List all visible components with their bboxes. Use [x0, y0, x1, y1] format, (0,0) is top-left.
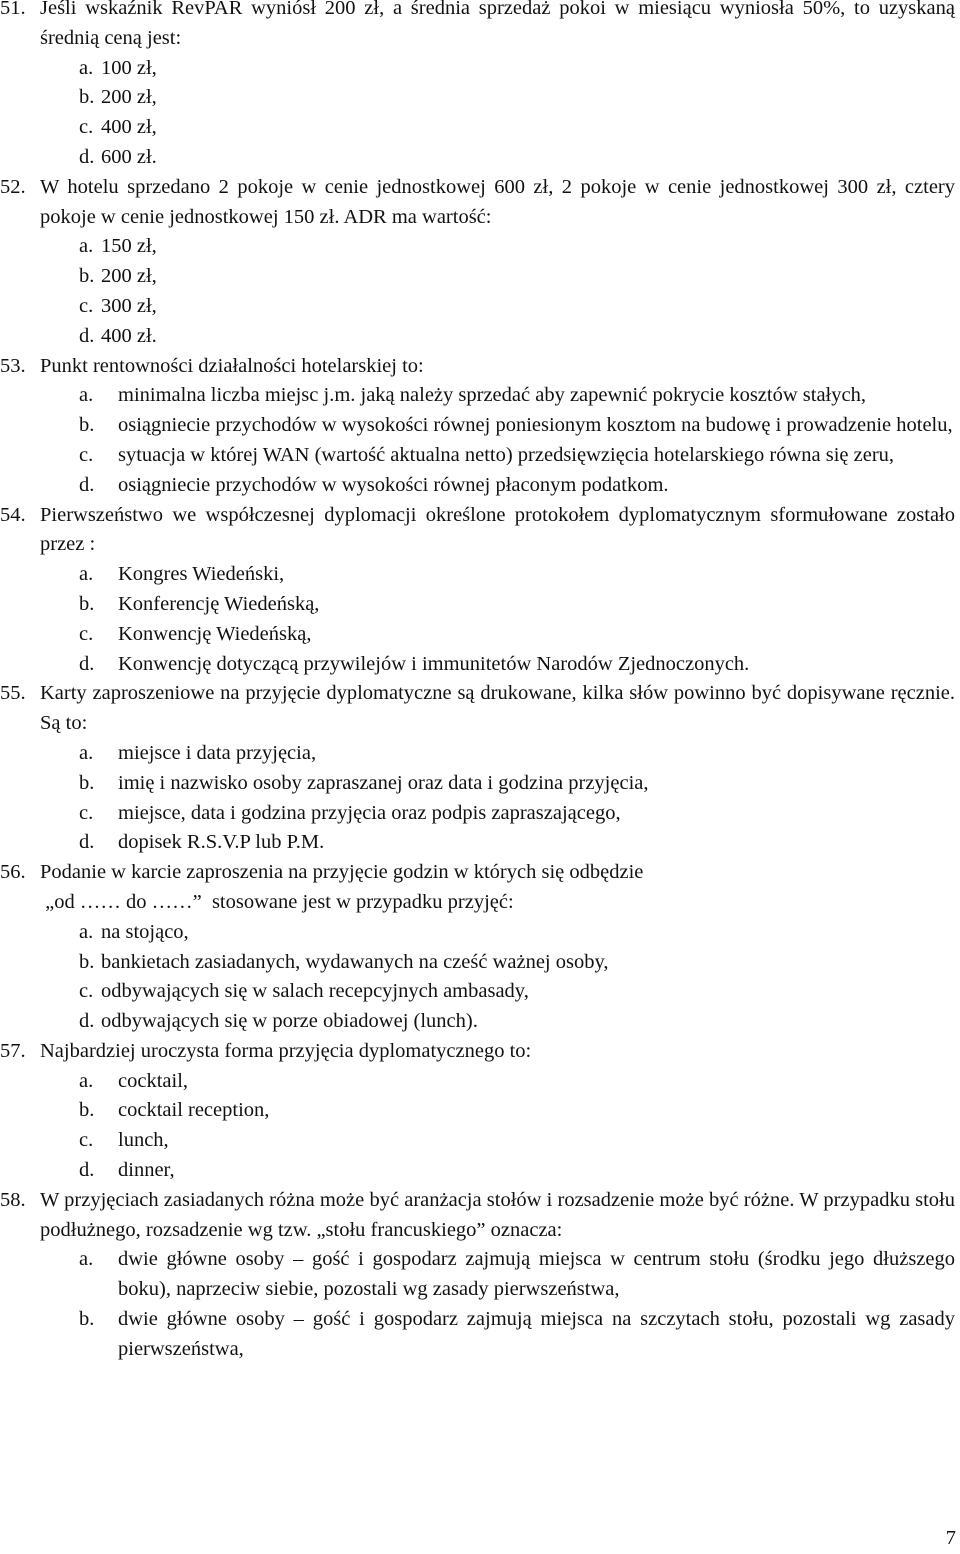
question-number: 56.	[0, 861, 26, 884]
option-letter: c.	[79, 116, 94, 139]
option-text: cocktail reception,	[118, 1099, 270, 1122]
question-number: 52.	[0, 175, 26, 198]
option-letter: b.	[79, 1308, 95, 1331]
question-number: 55.	[0, 682, 26, 705]
option-text: sytuacja w której WAN (wartość aktualna netto) przedsięwzięcia hotelarskiego równa się zeru,	[118, 443, 895, 466]
option-text: 600 zł.	[101, 145, 157, 168]
option-letter: d.	[79, 1010, 95, 1033]
option-letter: c.	[79, 980, 94, 1003]
question-text: Najbardziej uroczysta forma przyjęcia dyplomatycznego to:	[40, 1039, 532, 1062]
option-text: imię i nazwisko osoby zapraszanej oraz data i godzina przyjęcia,	[118, 771, 649, 794]
option-text: 300 zł,	[101, 294, 157, 317]
option-text: 150 zł,	[101, 235, 157, 258]
option-letter: d.	[79, 831, 95, 854]
option-letter: d.	[79, 1159, 95, 1182]
answer-option	[0, 560, 955, 590]
option-letter: c.	[79, 801, 94, 824]
question-text: Jeśli wskaźnik RevPAR wyniósł 200 zł, a średnia sprzedaż pokoi w miesiącu wyniosła 50%, to uzyskaną średnią ceną jest:	[40, 0, 955, 49]
page-number: 7	[945, 1527, 956, 1549]
answer-option	[0, 948, 955, 978]
option-text: 200 zł,	[101, 265, 157, 288]
answer-option	[0, 1245, 955, 1305]
answer-option	[0, 769, 955, 799]
option-text: dwie główne osoby – gość i gospodarz zajmują miejsca na szczytach stołu, pozostali wg zasady pierwszeństwa,	[118, 1308, 955, 1360]
question-number: 51.	[0, 0, 26, 19]
question-text: Karty zaproszeniowe na przyjęcie dyplomatyczne są drukowane, kilka słów powinno być dopisywane ręcznie. Są to:	[40, 682, 955, 735]
option-text: Konwencję dotyczącą przywilejów i immunitetów Narodów Zjednoczonych.	[118, 652, 750, 675]
option-letter: a.	[79, 56, 94, 79]
option-letter: a.	[79, 235, 94, 258]
question-text: Pierwszeństwo we współczesnej dyplomacji określone protokołem dyplomatycznym sformułowane zostało przez :	[40, 503, 955, 556]
option-letter: c.	[79, 1129, 94, 1152]
answer-option	[0, 977, 955, 1007]
option-letter: d.	[79, 473, 95, 496]
option-text: lunch,	[118, 1129, 169, 1152]
option-letter: a.	[79, 563, 94, 586]
answer-option	[0, 322, 955, 352]
option-text: dinner,	[118, 1159, 175, 1182]
answer-option	[0, 1126, 955, 1156]
answer-option	[0, 1156, 955, 1186]
answer-option	[0, 1067, 955, 1097]
answer-option	[0, 650, 955, 680]
option-text: dwie główne osoby – gość i gospodarz zajmują miejsca w centrum stołu (środku jego dłuższego boku), naprzeciw siebie, pozostali wg zasady pierwszeństwa,	[118, 1248, 955, 1301]
option-letter: b.	[79, 771, 95, 794]
option-letter: d.	[79, 652, 95, 675]
answer-option	[0, 590, 955, 620]
question-text: Podanie w karcie zaproszenia na przyjęcie godzin w których się odbędzie	[40, 861, 644, 884]
option-text: 400 zł,	[101, 116, 157, 139]
question-text: Punkt rentowności działalności hotelarskiej to:	[40, 354, 424, 377]
option-text: 200 zł,	[101, 86, 157, 109]
question-53	[0, 352, 955, 382]
option-letter: b.	[79, 1099, 95, 1122]
option-letter: a.	[79, 384, 94, 407]
question-number: 57.	[0, 1039, 26, 1062]
option-text: osiągniecie przychodów w wysokości równej płaconym podatkom.	[118, 473, 669, 496]
answer-option	[0, 54, 955, 84]
answer-option	[0, 381, 955, 411]
question-text: W hotelu sprzedano 2 pokoje w cenie jednostkowej 600 zł, 2 pokoje w cenie jednostkowej 300 zł, cztery pokoje w cenie jednostkowej 150 zł. ADR ma wartość:	[40, 175, 955, 228]
option-letter: b.	[79, 950, 95, 973]
question-55	[0, 679, 955, 739]
answer-option	[0, 1096, 955, 1126]
option-letter: a.	[79, 1069, 94, 1092]
option-letter: b.	[79, 592, 95, 615]
option-text: osiągniecie przychodów w wysokości równej poniesionym kosztom na budowę i prowadzenie hotelu,	[118, 414, 953, 437]
answer-option	[0, 232, 955, 262]
answer-option	[0, 1007, 955, 1037]
option-letter: b.	[79, 414, 95, 437]
question-51	[0, 0, 955, 54]
answer-option	[0, 411, 955, 441]
option-text: 100 zł,	[101, 56, 157, 79]
question-54	[0, 501, 955, 561]
option-text: minimalna liczba miejsc j.m. jaką należy sprzedać aby zapewnić pokrycie kosztów stałych,	[118, 384, 866, 407]
question-52	[0, 173, 955, 233]
question-number: 58.	[0, 1188, 26, 1211]
answer-option	[0, 441, 955, 471]
answer-option	[0, 471, 955, 501]
option-text: na stojąco,	[101, 920, 189, 943]
answer-option	[0, 799, 955, 829]
question-58	[0, 1186, 955, 1246]
question-57	[0, 1037, 955, 1067]
option-text: odbywających się w salach recepcyjnych ambasady,	[101, 980, 529, 1003]
option-letter: c.	[79, 622, 94, 645]
option-text: miejsce i data przyjęcia,	[118, 741, 317, 764]
option-text: miejsce, data i godzina przyjęcia oraz podpis zapraszającego,	[118, 801, 621, 824]
question-56-continuation	[0, 888, 955, 918]
option-letter: a.	[79, 741, 94, 764]
answer-option	[0, 83, 955, 113]
answer-option	[0, 292, 955, 322]
answer-option	[0, 828, 955, 858]
option-letter: c.	[79, 294, 94, 317]
question-text: „od …… do ……” stosowane jest w przypadku przyjęć:	[40, 890, 514, 913]
option-letter: b.	[79, 265, 95, 288]
question-number: 54.	[0, 503, 26, 526]
question-text: W przyjęciach zasiadanych różna może być aranżacja stołów i rozsadzenie może być różne. W przypadku stołu podłużnego, rozsadzenie wg tzw. „stołu francuskiego” oznacza:	[40, 1188, 955, 1241]
answer-option	[0, 113, 955, 143]
answer-option	[0, 739, 955, 769]
option-text: Konwencję Wiedeńską,	[118, 622, 312, 645]
option-letter: d.	[79, 324, 95, 347]
option-letter: a.	[79, 1248, 94, 1271]
question-56	[0, 858, 955, 888]
option-text: dopisek R.S.V.P lub P.M.	[118, 831, 325, 854]
option-text: odbywających się w porze obiadowej (lunch).	[101, 1010, 478, 1033]
option-text: Konferencję Wiedeńską,	[118, 592, 320, 615]
answer-option	[0, 262, 955, 292]
option-letter: b.	[79, 86, 95, 109]
answer-option	[0, 143, 955, 173]
answer-option	[0, 1305, 955, 1365]
answer-option	[0, 918, 955, 948]
answer-option	[0, 620, 955, 650]
option-text: 400 zł.	[101, 324, 157, 347]
option-text: Kongres Wiedeński,	[118, 563, 285, 586]
option-text: cocktail,	[118, 1069, 189, 1092]
option-text: bankietach zasiadanych, wydawanych na cześć ważnej osoby,	[101, 950, 609, 973]
question-number: 53.	[0, 354, 26, 377]
option-letter: a.	[79, 920, 94, 943]
option-letter: d.	[79, 145, 95, 168]
option-letter: c.	[79, 443, 94, 466]
